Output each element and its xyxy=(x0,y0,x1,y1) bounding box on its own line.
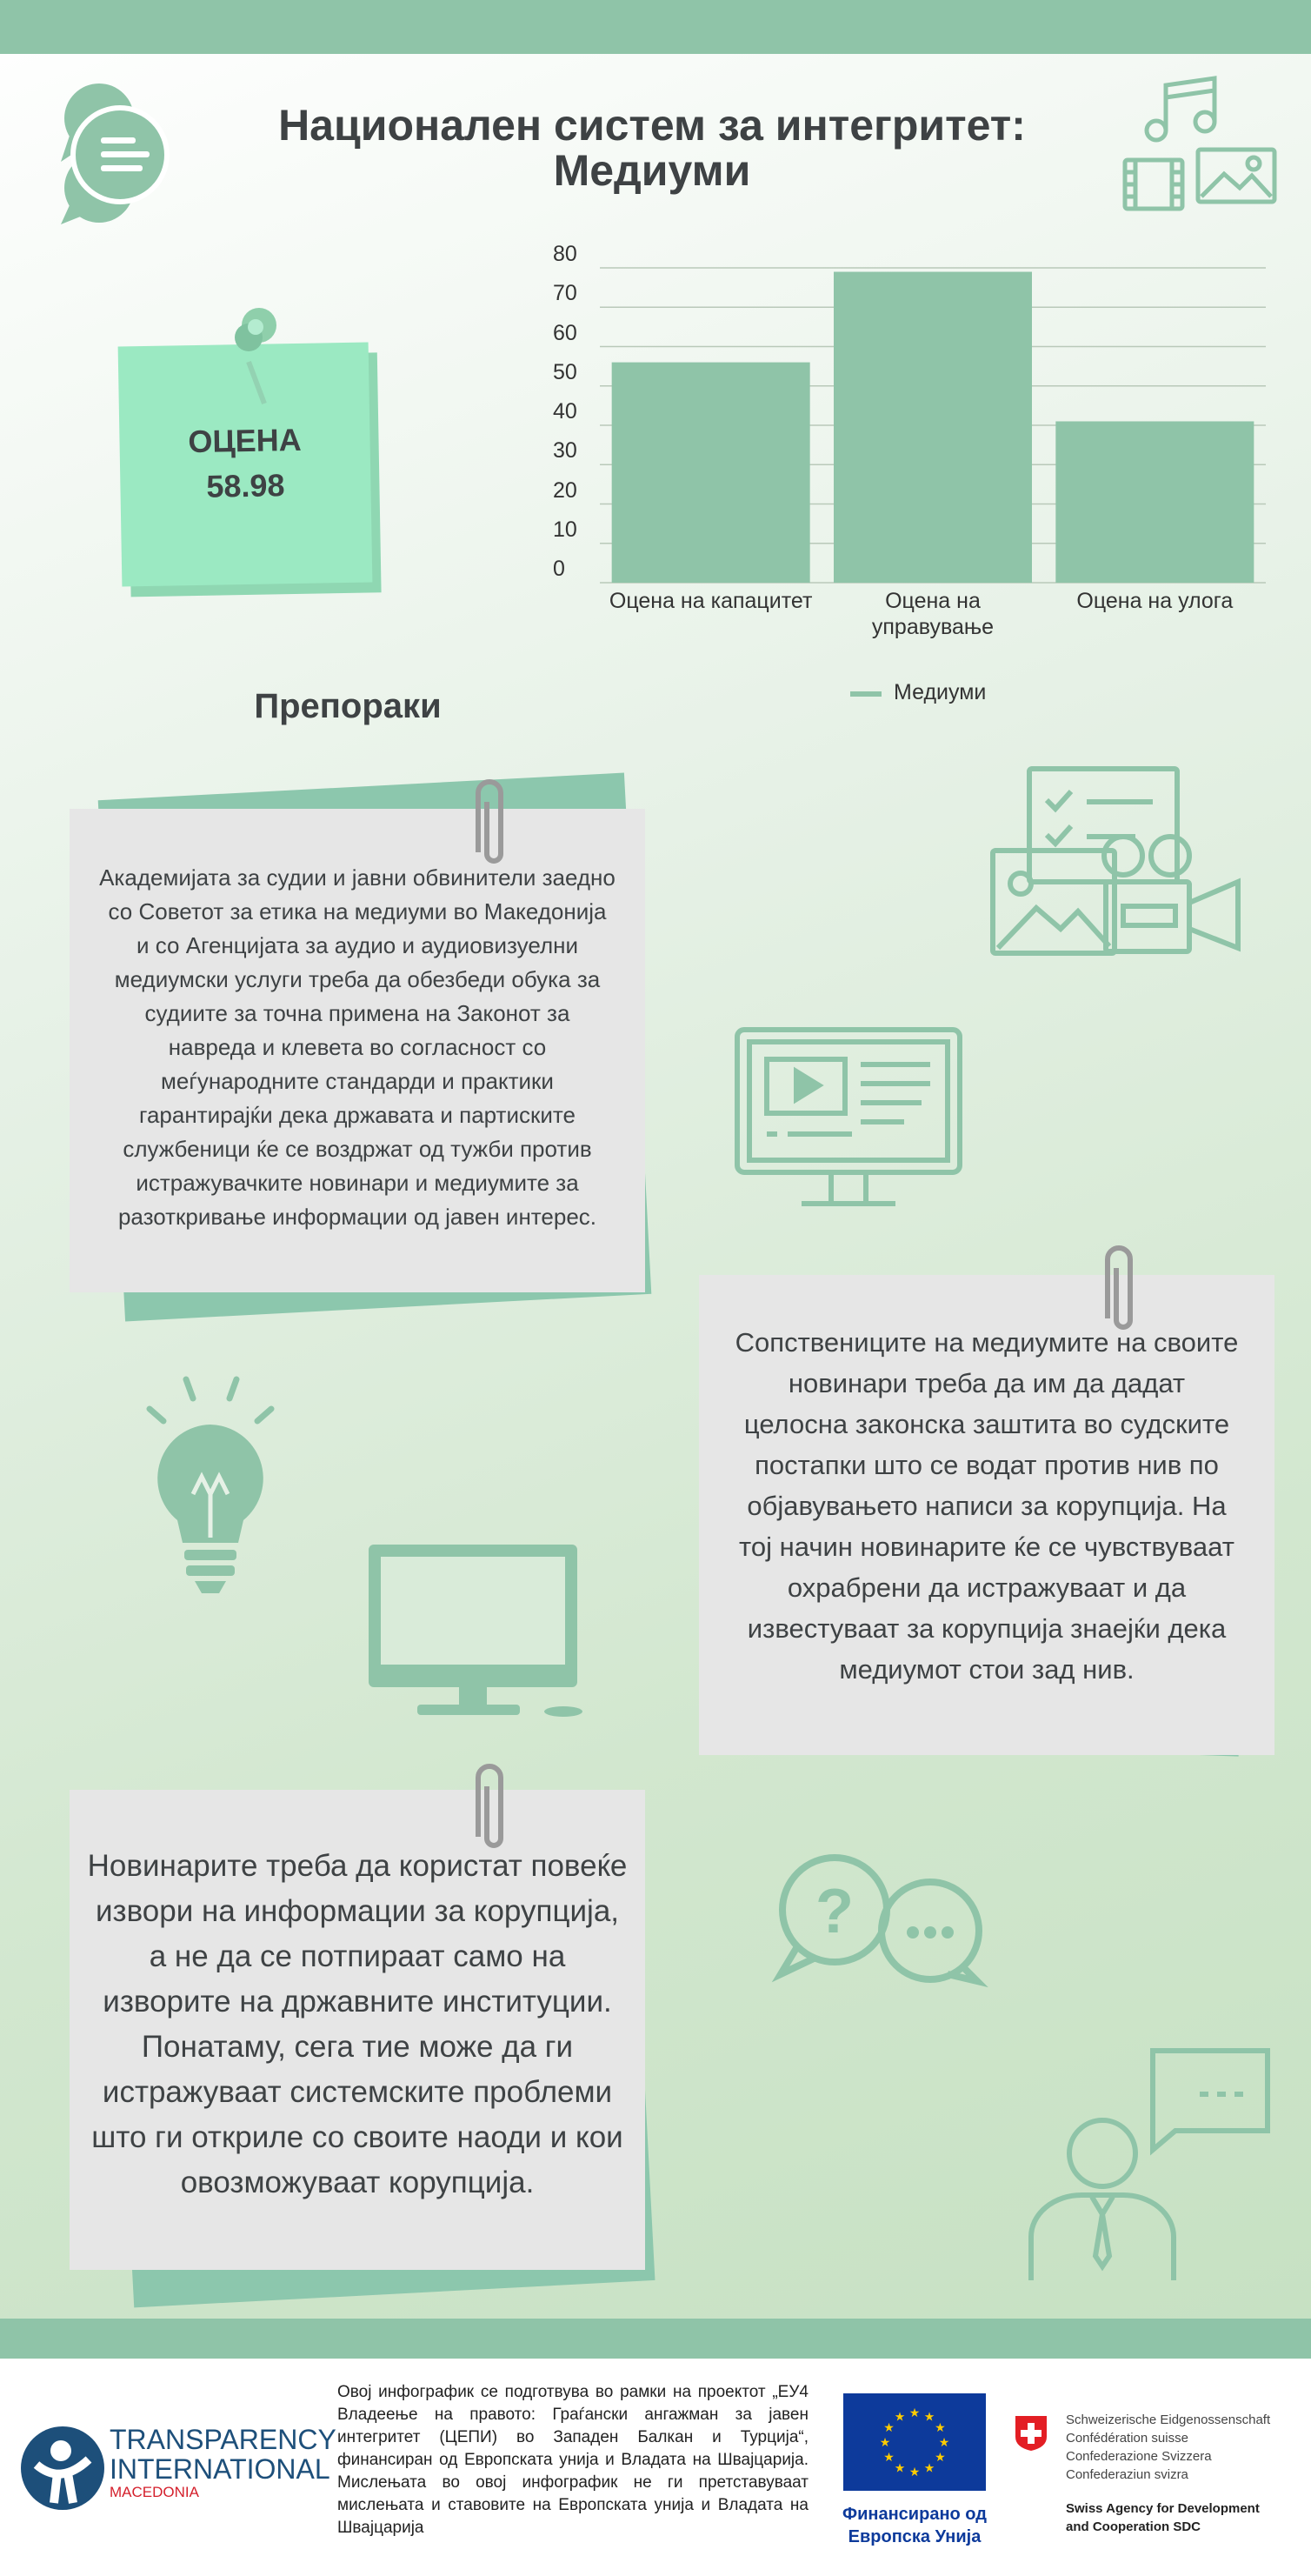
swiss-line-2: Confédération suisse xyxy=(1066,2431,1188,2446)
speaker-person-icon xyxy=(1022,2044,1274,2287)
desktop-computer-icon xyxy=(365,1541,591,1732)
footer-disclaimer: Овој инфографик се подготвува во рамки на проектот „ЕУ4 Владеење на правото: Граѓански ангажман за јавен интегритет (ЦЕПИ) во Западен Балкан и Турција“, финансиран од Европската унија и Владата на Швајцарија. Мислењата во овој инфографик не ги претставуваат мислењата и ставовите на Европската унија и Владата на Швајцарија xyxy=(337,2383,809,2537)
recommendation-text-1: Академијата за судии и јавни обвинители заедно со Советот за етика на медиуми во Македонија и со Агенцијата за аудио и аудиовизуелни медиумски услуги треба да обезбеди обука за судиите за точна примена на Законот за навреда и клевета во согласност со меѓународните стандарди и практики гарантирајќи дека државата и партиските службеници ќе се воздржат од тужби против истражувачките новинари и медиумите за разоткривање информации од јавен интерес. xyxy=(99,864,616,1230)
eu-star-icon: ★ xyxy=(923,2410,935,2425)
bar xyxy=(612,363,810,583)
y-tick-label: 30 xyxy=(553,438,577,464)
y-tick-label: 50 xyxy=(553,359,577,384)
eu-star-icon: ★ xyxy=(883,2451,895,2465)
recommendations-heading: Препораки xyxy=(254,687,442,725)
swiss-line-1: Schweizerische Eidgenossenschaft xyxy=(1066,2412,1271,2427)
eu-star-icon: ★ xyxy=(883,2421,895,2435)
x-tick-label: Оцена на улога xyxy=(1076,589,1234,613)
eu-star-icon: ★ xyxy=(935,2421,946,2435)
y-tick-label: 10 xyxy=(553,517,577,542)
title-line-2: Медиуми xyxy=(553,146,751,195)
ti-line-3: MACEDONIA xyxy=(110,2484,199,2500)
score-label: ОЦЕНА xyxy=(188,421,303,460)
y-tick-label: 60 xyxy=(553,320,577,345)
monitor-video-icon xyxy=(730,1023,970,1231)
recommendation-card-2 xyxy=(699,1275,1274,1755)
ti-wordmark xyxy=(110,2425,336,2501)
bottom-band xyxy=(0,2319,1311,2359)
question-chat-icon xyxy=(762,1852,991,1983)
page-title xyxy=(243,103,1061,193)
eu-star-icon: ★ xyxy=(908,2466,921,2479)
sdc-text xyxy=(1066,2499,1260,2536)
film-icon xyxy=(1125,160,1182,209)
sdc-line-1: Swiss Agency for Development xyxy=(1066,2501,1260,2516)
y-tick-label: 0 xyxy=(553,557,565,581)
top-band xyxy=(0,0,1311,54)
bar-chart xyxy=(600,257,1278,588)
swiss-confederation-text xyxy=(1066,2411,1270,2484)
swiss-line-3: Confederazione Svizzera xyxy=(1066,2449,1212,2464)
recommendation-text-2: Сопствениците на медиумите на своите новинари треба да им да дадат целосна законска заштита во судските постапки што се водат против нив по објавувањето написи за корупција. На тој начин новинарите ќе се чувствуваат охрабрени да истражуваат и да известуваат за корупција знаејќи дека медиумот стои зад нив. xyxy=(735,1327,1239,1685)
y-tick-label: 40 xyxy=(553,399,577,424)
transparency-international-logo-icon xyxy=(19,2425,106,2512)
eu-line-2: Европска Унија xyxy=(848,2527,982,2546)
legend-swatch xyxy=(850,685,885,703)
y-tick-label: 70 xyxy=(553,281,577,306)
ti-line-2: INTERNATIONAL xyxy=(110,2453,330,2485)
x-tick-label: Оцена на управување xyxy=(871,589,995,639)
sdc-line-2: and Cooperation SDC xyxy=(1066,2519,1201,2534)
eu-star-icon: ★ xyxy=(938,2436,950,2450)
x-tick-label: Оцена на капацитет xyxy=(609,589,813,613)
pushpin-icon xyxy=(224,301,285,414)
svg-text:?: ? xyxy=(815,1877,854,1946)
eu-line-1: Финансирано од xyxy=(842,2505,987,2524)
ti-line-1: TRANSPARENCY xyxy=(110,2424,336,2455)
recommendation-card-1 xyxy=(70,809,645,1292)
swiss-cross-icon xyxy=(1014,2414,1048,2453)
y-tick-label: 80 xyxy=(553,242,577,266)
bar xyxy=(1055,421,1254,583)
legend-label: Медиуми xyxy=(894,680,987,704)
paperclip-icon xyxy=(1097,1240,1141,1334)
eu-funding-text xyxy=(826,2503,1003,2548)
eu-star-icon: ★ xyxy=(879,2436,891,2450)
recommendation-card-3 xyxy=(70,1790,645,2270)
score-value: 58.98 xyxy=(206,467,285,504)
music-note-icon xyxy=(1147,78,1215,140)
documents-media-icon xyxy=(988,764,1248,964)
bar xyxy=(834,272,1032,583)
recommendation-text-3: Новинарите треба да користат повеќе извори на информации за корупција, а не да се потпираат само на изворите на државните институции. Понатаму, сега тие може да ги истражуваат системските проблеми што ги открилe со своите наоди и кои овозможуваат корупција. xyxy=(87,1849,628,2199)
eu-flag-icon xyxy=(843,2393,986,2491)
eu-star-icon: ★ xyxy=(935,2451,946,2465)
eu-star-icon: ★ xyxy=(908,2406,921,2420)
media-icons-group xyxy=(1121,77,1278,216)
paperclip-icon xyxy=(468,774,511,868)
eu-star-icon: ★ xyxy=(894,2461,906,2476)
swiss-line-4: Confederaziun svizra xyxy=(1066,2467,1188,2482)
lightbulb-icon xyxy=(141,1372,278,1598)
title-line-1: Национален систем за интегритет: xyxy=(278,101,1026,150)
paperclip-icon xyxy=(468,1758,511,1852)
eu-star-icon: ★ xyxy=(923,2461,935,2476)
chat-bubbles-icon xyxy=(52,75,183,231)
y-tick-label: 20 xyxy=(553,477,577,503)
eu-star-icon: ★ xyxy=(894,2410,906,2425)
picture-icon xyxy=(1198,150,1274,202)
